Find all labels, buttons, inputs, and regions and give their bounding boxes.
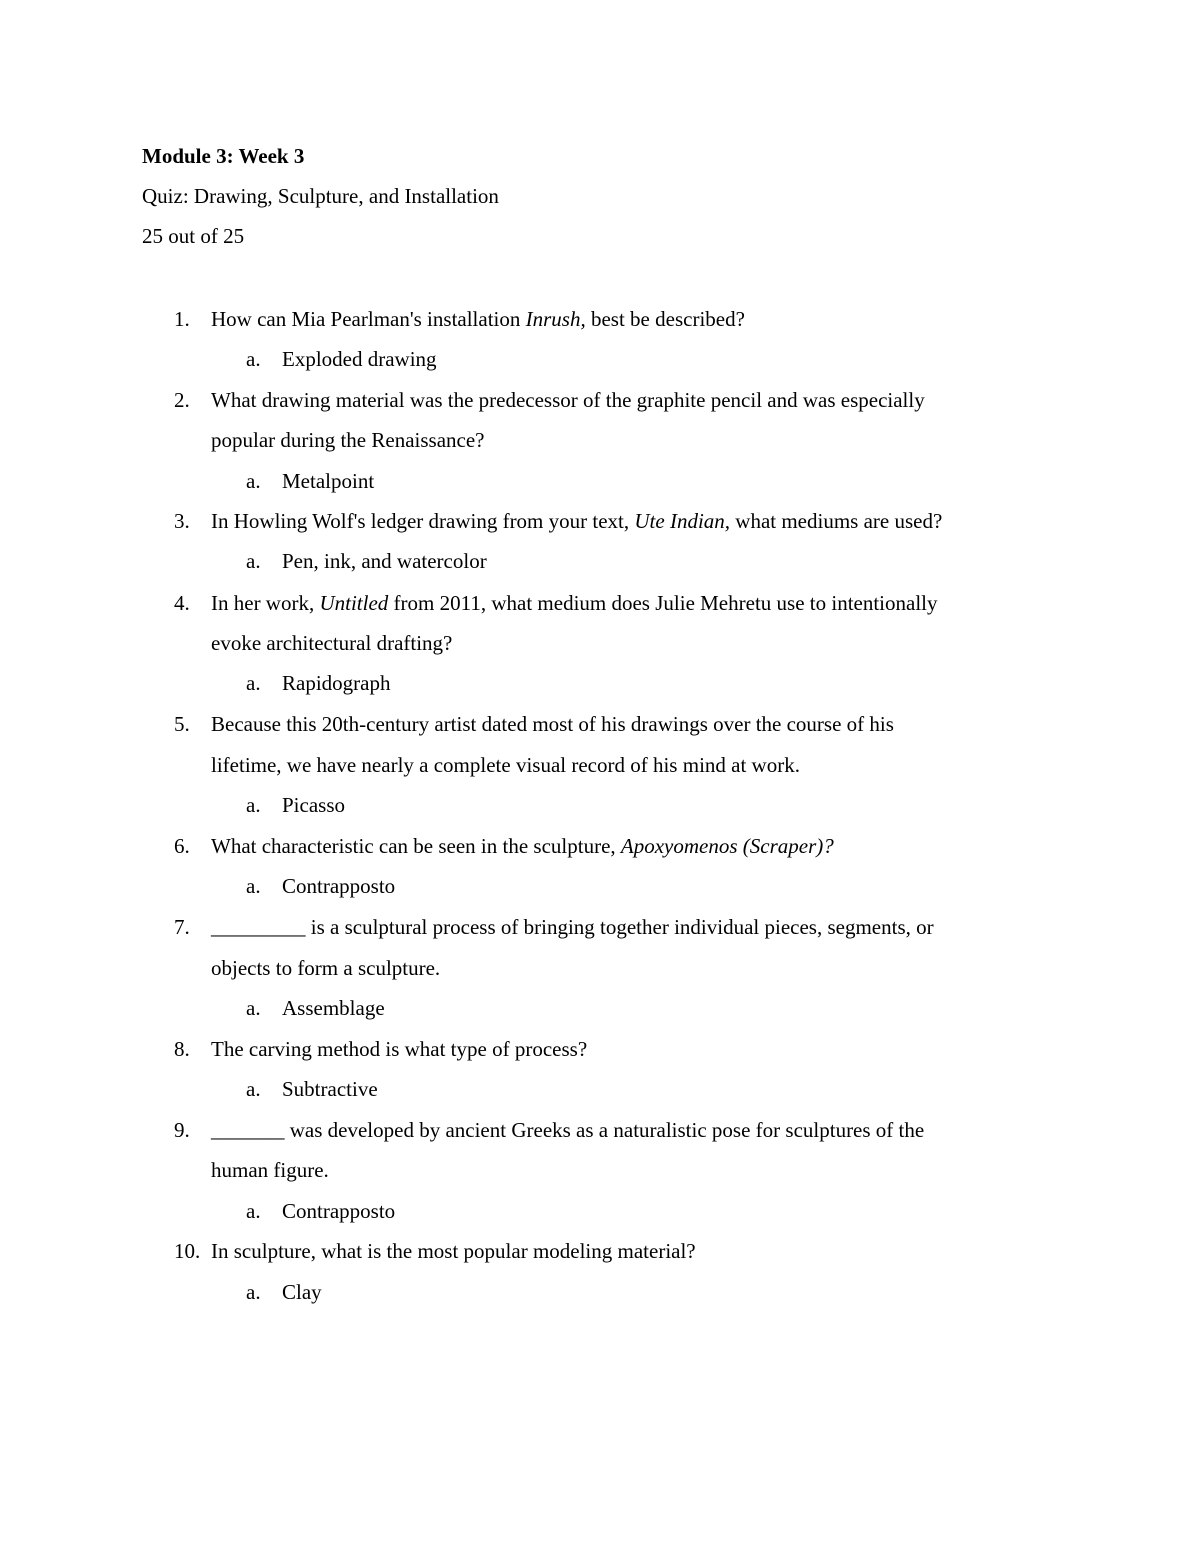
page-title: Module 3: Week 3: [142, 144, 305, 168]
question-number: 8.: [174, 1037, 190, 1061]
question-number: 6.: [174, 834, 190, 858]
question-number: 5.: [174, 712, 190, 736]
question-text-line-2: evoke architectural drafting?: [211, 631, 453, 655]
question-text-line-2: human figure.: [211, 1158, 329, 1182]
answer-letter: a.: [246, 1199, 261, 1223]
quiz-score: 25 out of 25: [142, 224, 245, 248]
answer-letter: a.: [246, 549, 261, 573]
question-number: 7.: [174, 915, 190, 939]
question-number: 3.: [174, 509, 190, 533]
question-text-line-1: Because this 20th-century artist dated most of his drawings over the course of his: [211, 712, 894, 736]
answer-letter: a.: [246, 671, 261, 695]
answer-text: Picasso: [282, 793, 345, 817]
question-text-line-2: popular during the Renaissance?: [211, 428, 485, 452]
question-text-line-1: What drawing material was the predecessor of the graphite pencil and was especially: [211, 388, 925, 412]
answer-text: Metalpoint: [282, 469, 375, 493]
question-text: The carving method is what type of process?: [211, 1037, 588, 1061]
question-text-line-1: _______ was developed by ancient Greeks as a naturalistic pose for sculptures of the: [211, 1118, 925, 1142]
question-text-line-1: _________ is a sculptural process of bringing together individual pieces, segments, or: [211, 915, 934, 939]
answer-letter: a.: [246, 996, 261, 1020]
question-text-line-1: In her work, Untitled from 2011, what medium does Julie Mehretu use to intentionally: [211, 591, 938, 615]
answer-text: Assemblage: [282, 996, 385, 1020]
question-number: 1.: [174, 307, 190, 331]
fill-in-blank: _______: [211, 1118, 285, 1142]
question-text-line-2: objects to form a sculpture.: [211, 956, 441, 980]
answer-text: Contrapposto: [282, 1199, 396, 1223]
fill-in-blank: _________: [211, 915, 306, 939]
question-text: How can Mia Pearlman's installation Inrush, best be described?: [211, 307, 745, 331]
answer-text: Subtractive: [282, 1077, 378, 1101]
answer-letter: a.: [246, 874, 261, 898]
question-text: What characteristic can be seen in the sculpture, Apoxyomenos (Scraper)?: [211, 834, 834, 858]
answer-text: Pen, ink, and watercolor: [282, 549, 487, 573]
answer-text: Rapidograph: [282, 671, 391, 695]
question-text: In sculpture, what is the most popular modeling material?: [211, 1239, 696, 1263]
answer-letter: a.: [246, 469, 261, 493]
quiz-name: Quiz: Drawing, Sculpture, and Installation: [142, 184, 499, 208]
question-text: In Howling Wolf's ledger drawing from your text, Ute Indian, what mediums are used?: [211, 509, 943, 533]
answer-letter: a.: [246, 1280, 261, 1304]
answer-letter: a.: [246, 1077, 261, 1101]
answer-text: Clay: [282, 1280, 322, 1304]
question-number: 4.: [174, 591, 190, 615]
answer-text: Contrapposto: [282, 874, 396, 898]
question-number: 9.: [174, 1118, 190, 1142]
question-number: 2.: [174, 388, 190, 412]
question-number: 10.: [174, 1239, 201, 1263]
answer-letter: a.: [246, 347, 261, 371]
answer-letter: a.: [246, 793, 261, 817]
question-text-line-2: lifetime, we have nearly a complete visual record of his mind at work.: [211, 753, 800, 777]
answer-text: Exploded drawing: [282, 347, 437, 371]
